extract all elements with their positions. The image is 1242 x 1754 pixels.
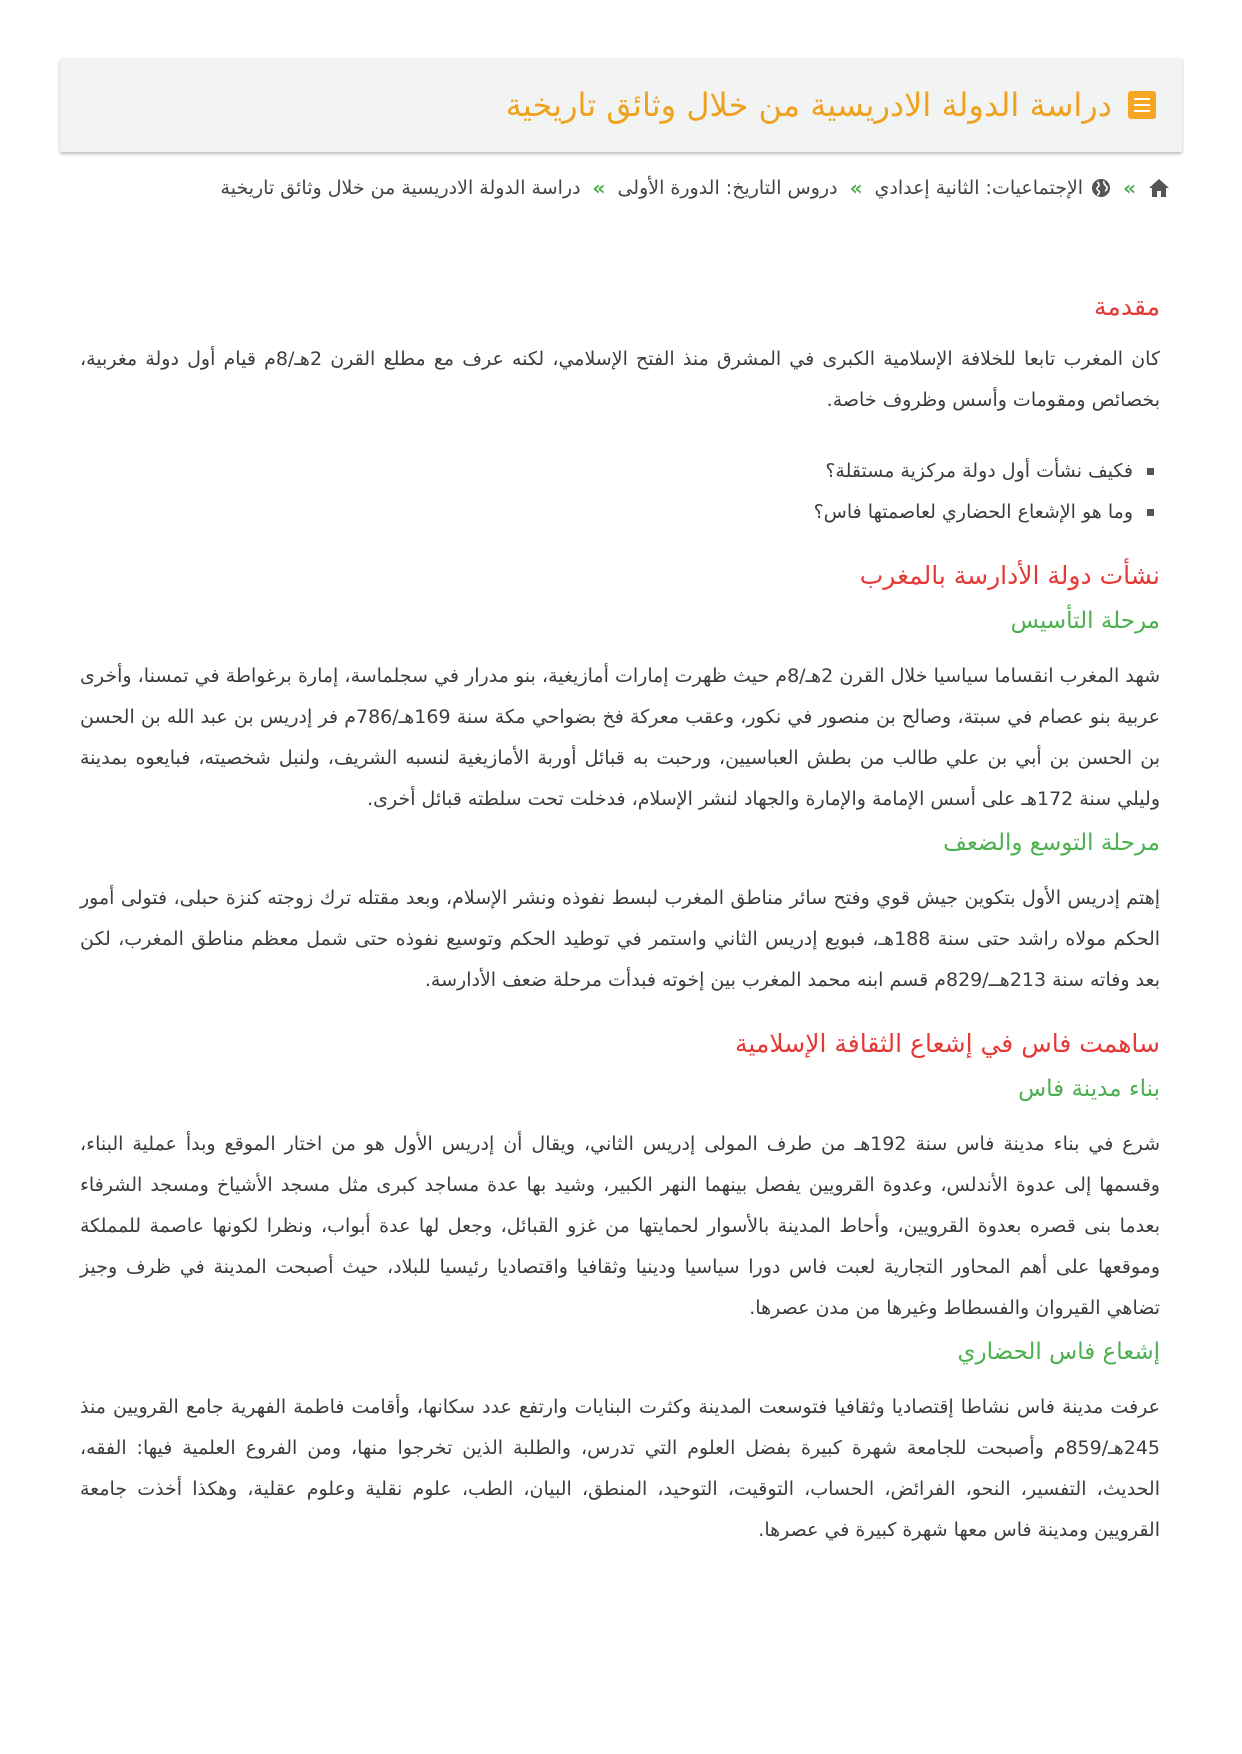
section-heading-idrisid-rise: نشأت دولة الأدارسة بالمغرب [859,561,1160,590]
page-title: دراسة الدولة الادريسية من خلال وثائق تاريخية [505,86,1112,124]
breadcrumb-separator: » [592,176,606,200]
home-icon[interactable] [1148,178,1170,198]
breadcrumb [60,176,1182,200]
globe-icon [1091,178,1111,198]
breadcrumb-link-grade[interactable]: الإجتماعيات: الثانية إعدادي [874,177,1084,199]
breadcrumb-separator: » [1123,176,1136,200]
fes-building-paragraph: شرع في بناء مدينة فاس سنة 192هـ من طرف المولى إدريس الثاني، ويقال أن إدريس الأول هو من اختار الموقع وبدأ عملية البناء، وقسمها إلى عدوة الأندلس، وعدوة القرويين يفصل بينهما النهر الكبير، وشيد بها عدة مساجد كبرى مثل مسجد الأشياخ ومسجد الشرفاء بعدما بنى قصره بعدوة القرويين، وأحاط المدينة بالأسوار لحمايتها من غزو القبائل، وجعل لها عدة أبواب، ونظرا لكونها عاصمة للمملكة وموقعها على أهم المحاور التجارية لعبت فاس دورا سياسيا ودينيا وثقافيا واقتصاديا رئيسيا للبلاد، حيث أصبحت المدينة في ظرف وجيز تضاهي القيروان والفسطاط وغيرها من مدن عصرها. [80,1133,1161,1319]
bullet-icon [1147,509,1154,516]
section-heading-fes-culture: ساهمت فاس في إشعاع الثقافة الإسلامية [735,1029,1160,1058]
section-heading-intro: مقدمة [1094,292,1160,321]
breadcrumb-separator: » [849,176,863,200]
article-content [80,292,1160,1551]
intro-paragraph: كان المغرب تابعا للخلافة الإسلامية الكبرى في المشرق منذ الفتح الإسلامي، لكنه عرف مع مطلع القرن 2هـ/8م قيام أول دولة مغربية، بخصائص ومقومات وأسس وظروف خاصة. [80,348,1160,411]
breadcrumb-current: دراسة الدولة الادريسية من خلال وثائق تاريخية [220,177,581,199]
subheading-expansion: مرحلة التوسع والضعف [943,830,1160,856]
question-text: فكيف نشأت أول دولة مركزية مستقلة؟ [825,460,1133,482]
expansion-paragraph: إهتم إدريس الأول بتكوين جيش قوي وفتح سائر مناطق المغرب لبسط نفوذه ونشر الإسلام، وبعد مقتله ترك زوجته كنزة حبلى، فتولى أمور الحكم مولاه راشد حتى سنة 188هـ، فبويع إدريس الثاني واستمر في توطيد الحكم وتوسيع نفوذه حتى شمل معظم مناطق المغرب، لكن بعد وفاته سنة 213هــ/829م قسم ابنه محمد المغرب بين إخوته فبدأت مرحلة ضعف الأدارسة. [80,887,1161,991]
page-title-bar [60,58,1182,152]
breadcrumb-link-history-lessons[interactable]: دروس التاريخ: الدورة الأولى [617,177,838,199]
subheading-fes-building: بناء مدينة فاس [1018,1076,1160,1102]
founding-paragraph: شهد المغرب انقساما سياسيا خلال القرن 2هـ/8م حيث ظهرت إمارات أمازيغية، بنو مدرار في سجلماسة، إمارة برغواطة في تمسنا، وأخرى عربية بنو عصام في سبتة، وصالح بن منصور في نكور، وعقب معركة فخ بضواحي مكة سنة 169هـ/786م فر إدريس بن عبد الله بن الحسن بن الحسن بن أبي بن علي طالب من بطش العباسيين، ورحبت به قبائل أوربة الأمازيغية لنسبه الشريف، ولنبل شخصيته، فبايعوه بمدينة وليلي سنة 172هـ على أسس الإمامة والإمارة والجهاد لنشر الإسلام، فدخلت تحت سلطته قبائل أخرى. [80,665,1161,810]
document-icon [1128,91,1156,119]
subheading-fes-radiance: إشعاع فاس الحضاري [957,1339,1160,1365]
list-item [80,492,1160,533]
question-text: وما هو الإشعاع الحضاري لعاصمتها فاس؟ [813,501,1133,523]
subheading-founding: مرحلة التأسيس [1010,608,1160,634]
list-item [80,451,1160,492]
intro-questions [80,451,1160,533]
fes-radiance-paragraph: عرفت مدينة فاس نشاطا إقتصاديا وثقافيا فتوسعت المدينة وكثرت البنايات وارتفع عدد سكانها، وأقامت فاطمة الفهرية جامع القرويين منذ 245هـ/859م وأصبحت للجامعة شهرة كبيرة بفضل العلوم التي تدرس، والطلبة الذين تخرجوا منها، ومن الفروع العلمية فيها: الفقه، الحديث، التفسير، النحو، الفرائض، الحساب، التوقيت، التوحيد، المنطق، البيان، الطب، علوم نقلية وعلوم عقلية، وهكذا أخذت جامعة القرويين ومدينة فاس معها شهرة كبيرة في عصرها. [80,1396,1160,1541]
bullet-icon [1147,468,1154,475]
